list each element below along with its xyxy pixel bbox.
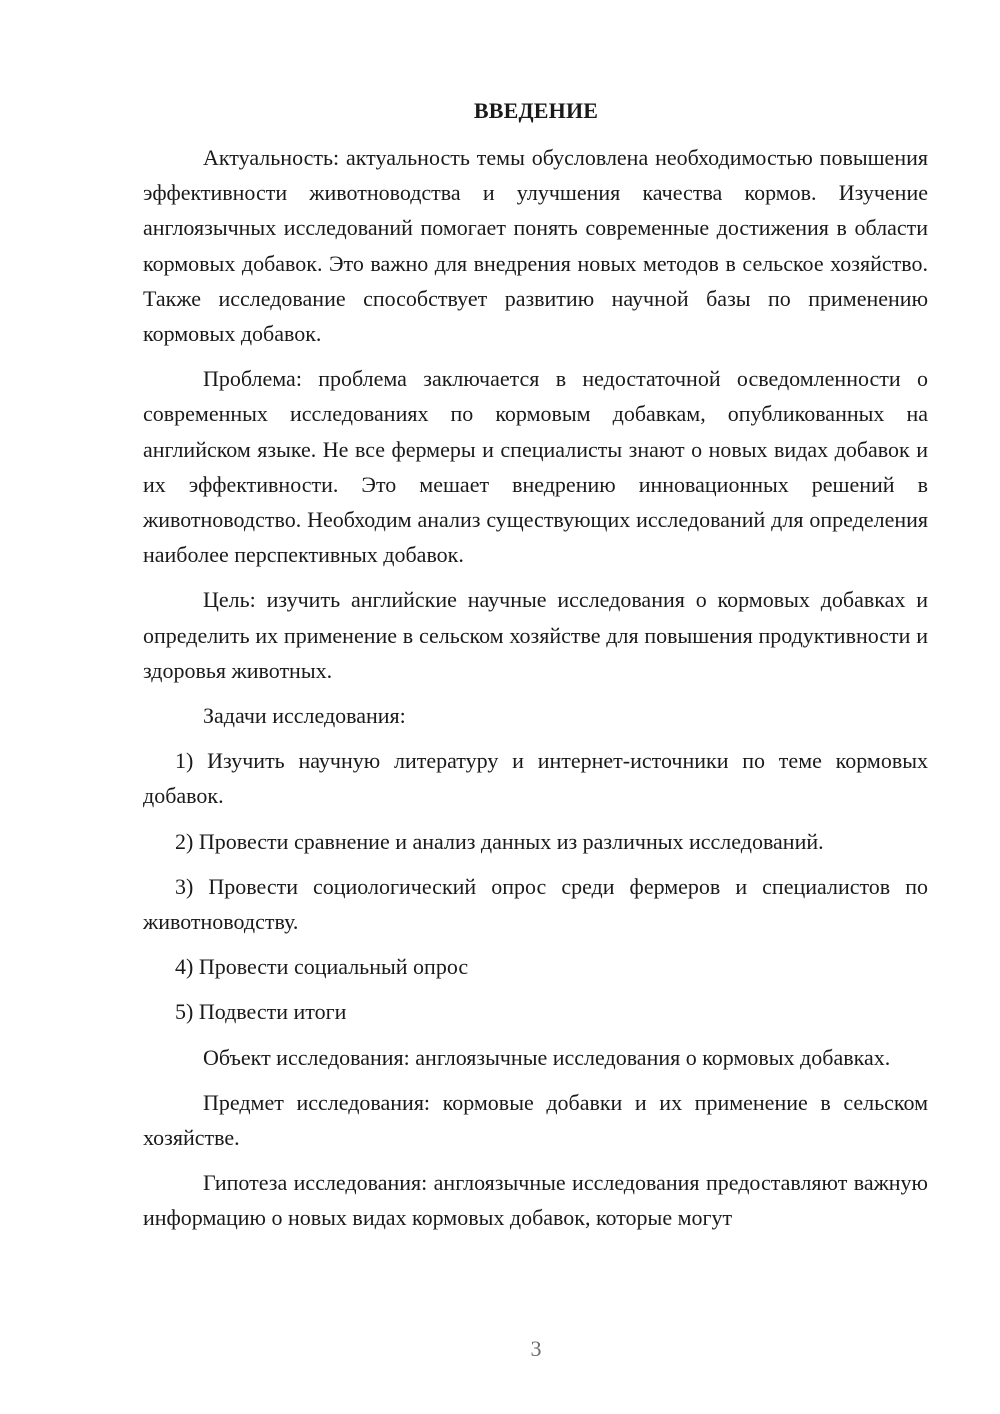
page-title: ВВЕДЕНИЕ <box>473 98 599 123</box>
paragraph-goal: Цель: изучить английские научные исследования о кормовых добавках и определить их применение в сельском хозяйстве для повышения продуктивности и здоровья животных. <box>143 587 928 683</box>
paragraph-relevance: Актуальность: актуальность темы обусловлена необходимостью повышения эффективности животноводства и улучшения качества кормов. Изучение англоязычных исследований помогает понять современные достижения в области кормовых добавок. Это важно для внедрения новых методов в сельское хозяйство. Также исследование способствует развитию научной базы по применению кормовых добавок. <box>143 145 928 347</box>
task-item-5: 5) Подвести итоги <box>175 999 347 1025</box>
task-item-4: 4) Провести социальный опрос <box>175 954 469 980</box>
task-item-3: 3) Провести социологический опрос среди фермеров и специалистов по животноводству. <box>143 873 928 935</box>
paragraph-problem: Проблема: проблема заключается в недостаточной осведомленности о современных исследованиях по кормовым добавкам, опубликованных на английском языке. Не все фермеры и специалисты знают о новых видах добавок и их эффективности. Это мешает внедрению инновационных решений в животноводство. Необходим анализ существующих исследований для определения наиболее перспективных добавок. <box>143 366 928 568</box>
paragraph-tasks-heading: Задачи исследования: <box>203 703 406 729</box>
paragraph-hypothesis: Гипотеза исследования: англоязычные исследования предоставляют важную информацию о новых видах кормовых добавок, которые могут <box>143 1170 928 1231</box>
task-item-1: 1) Изучить научную литературу и интернет-источники по теме кормовых добавок. <box>143 748 928 809</box>
document-body <box>143 140 928 1246</box>
page-number: 3 <box>530 1336 542 1361</box>
paragraph-object: Объект исследования: англоязычные исследования о кормовых добавках. <box>203 1044 891 1070</box>
task-item-2: 2) Провести сравнение и анализ данных из различных исследований. <box>175 828 824 854</box>
paragraph-subject: Предмет исследования: кормовые добавки и их применение в сельском хозяйстве. <box>143 1089 928 1151</box>
